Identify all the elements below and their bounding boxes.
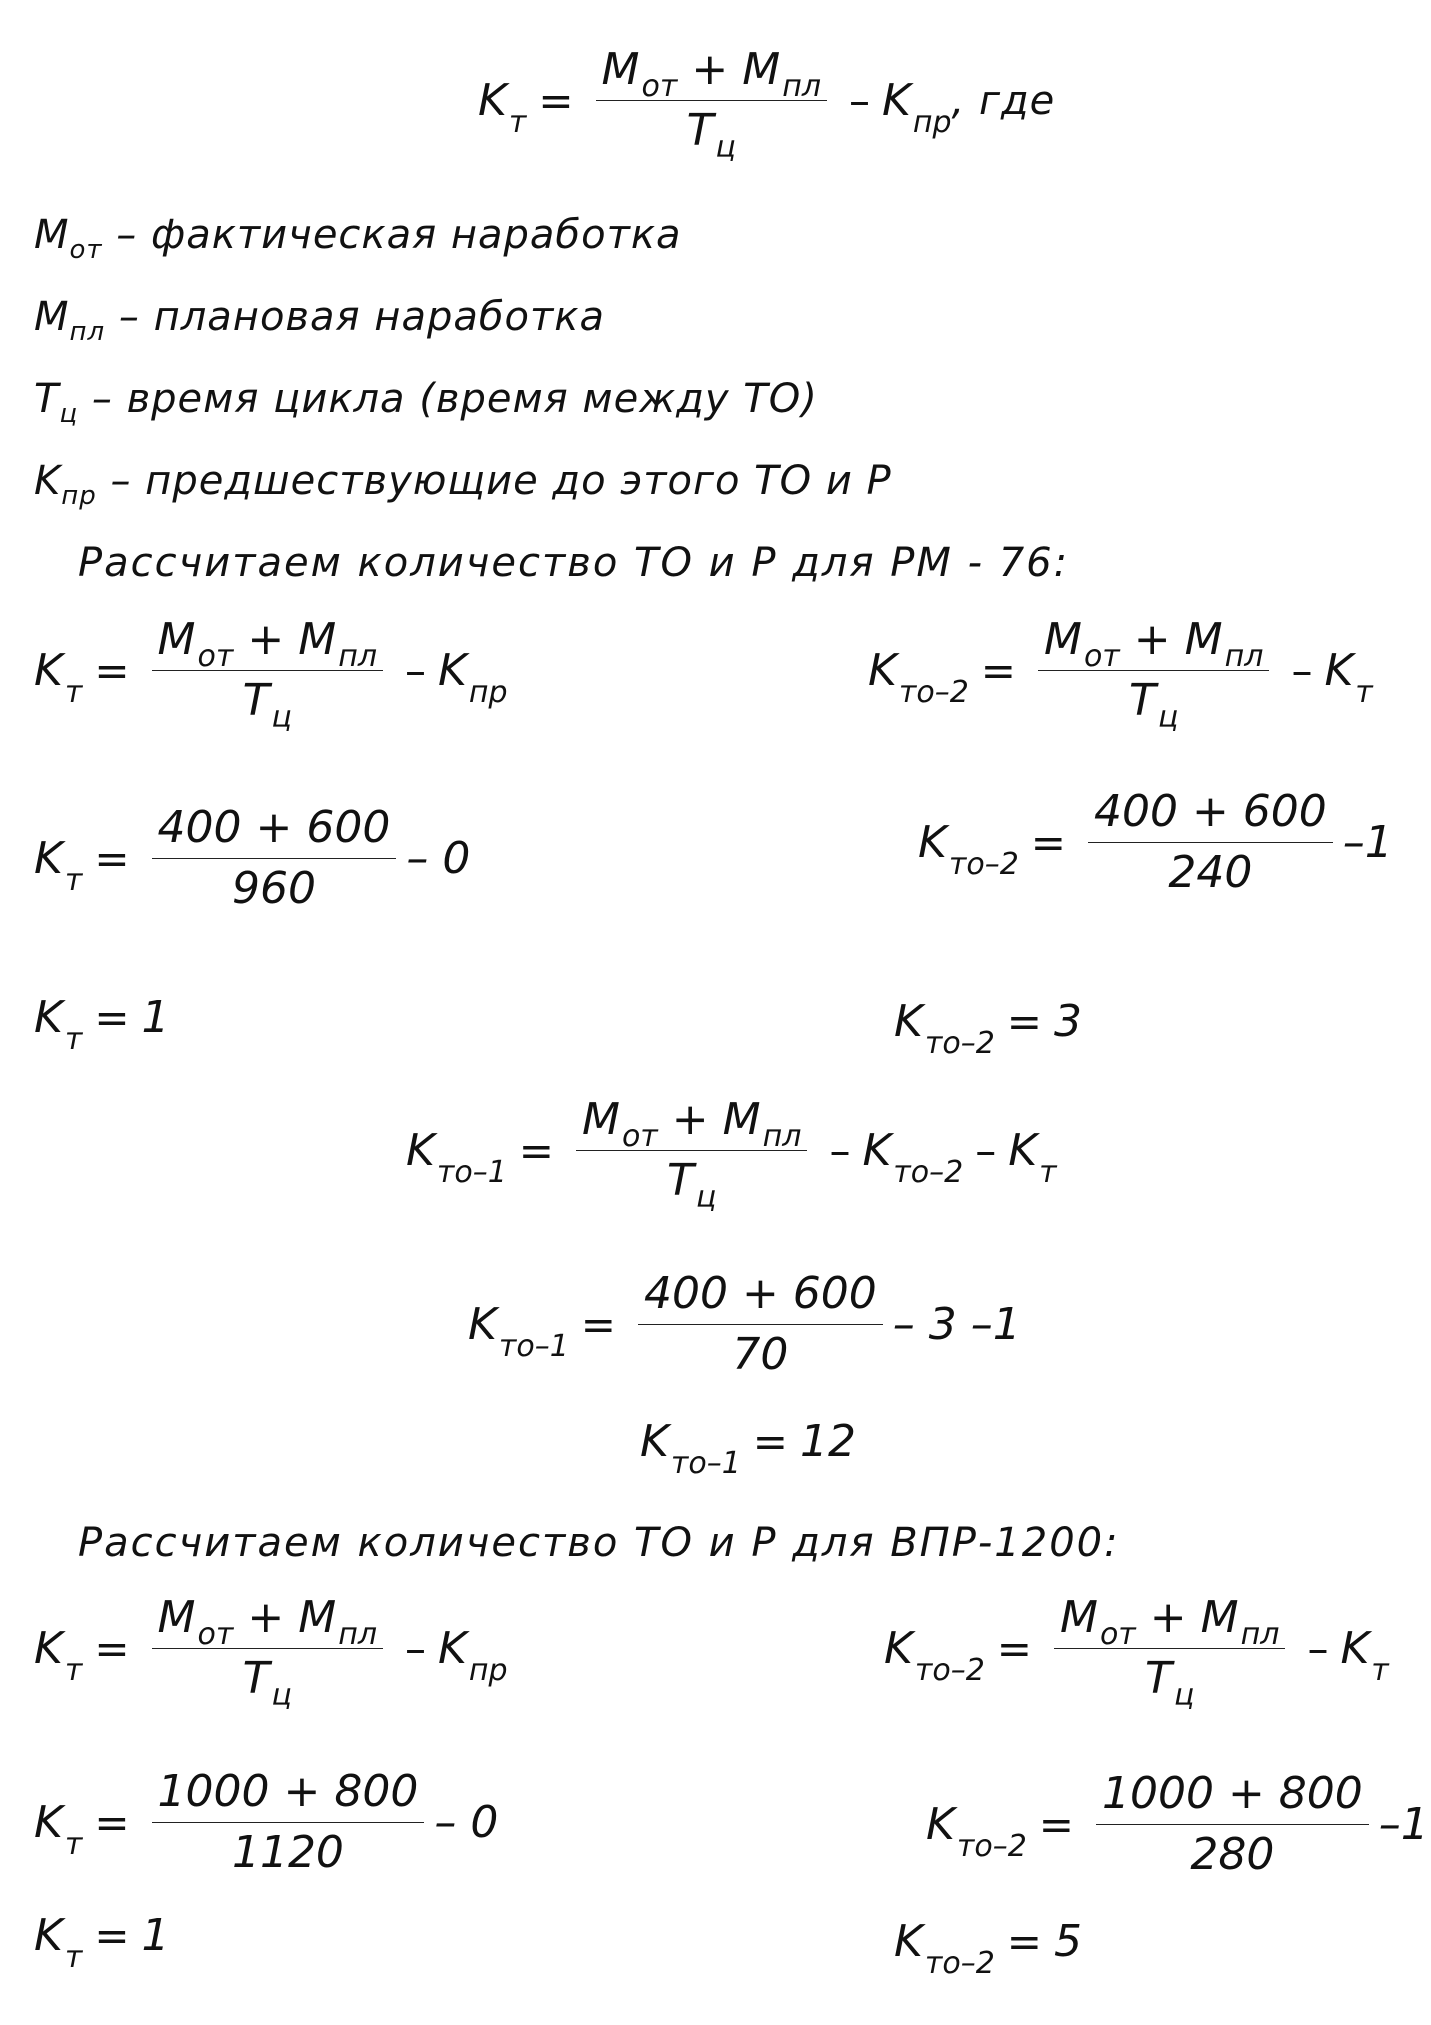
k-symbol: K: [34, 644, 63, 696]
k-symbol: K: [34, 832, 63, 884]
k-subscript: т: [1371, 1652, 1389, 1688]
definition-k-pr: [34, 458, 892, 511]
m-symbol: M: [1200, 1592, 1239, 1643]
plus-sign: +: [247, 614, 285, 665]
kto2-general-formula-2: [884, 1592, 1389, 1713]
equals-sign: =: [94, 645, 130, 695]
k-subscript: т: [64, 1022, 83, 1057]
k-symbol: K: [34, 1910, 63, 1961]
k-symbol: K: [438, 1622, 467, 1674]
definition-m-pl: [34, 294, 605, 347]
kt-general-formula-2: [34, 1592, 508, 1713]
equals-sign: =: [1038, 1799, 1074, 1849]
numerator: [1054, 1592, 1285, 1652]
where-word: , где: [951, 77, 1056, 124]
k-symbol: K: [918, 816, 947, 868]
minus-sign: –: [1307, 1623, 1329, 1673]
fraction: [576, 1094, 807, 1215]
m-subscript: пл: [762, 1119, 802, 1154]
t-subscript: ц: [271, 700, 292, 735]
k-subscript: т: [64, 1940, 83, 1975]
k-symbol: K: [468, 1298, 497, 1350]
symbol: M: [34, 212, 70, 258]
m-subscript: пл: [338, 639, 377, 674]
fraction: [638, 1268, 883, 1380]
minus-sign: –: [405, 645, 426, 695]
denominator: [661, 1151, 722, 1215]
definition-text: – плановая наработка: [118, 294, 605, 340]
equals-sign: =: [94, 1797, 130, 1847]
k-symbol: K: [406, 1124, 435, 1176]
symbol: M: [34, 294, 70, 340]
subtracted-term: –1: [1378, 1798, 1429, 1850]
result-value: 12: [799, 1416, 856, 1467]
kto2-calculation: [918, 786, 1393, 898]
symbol-subscript: ц: [59, 399, 79, 429]
k-subscript: т: [1355, 674, 1373, 710]
m-subscript: от: [197, 1617, 234, 1652]
numerator: [152, 614, 383, 674]
equals-sign: =: [94, 1623, 130, 1673]
fraction: [1096, 1768, 1369, 1880]
equals-sign: =: [580, 1299, 616, 1349]
minus-sign: –: [1291, 645, 1313, 695]
k-subscript: то–1: [670, 1446, 741, 1481]
denominator: [1123, 671, 1184, 735]
kto2-result-2: [894, 1916, 1082, 1981]
k-subscript: то–2: [924, 1026, 995, 1061]
kt-result-2: [34, 1910, 170, 1975]
minus-sign: –: [829, 1125, 851, 1175]
k-symbol: K: [894, 1916, 923, 1967]
k-subscript: то–1: [498, 1328, 569, 1364]
m-subscript: от: [197, 639, 234, 674]
k-symbol: K: [862, 1124, 892, 1176]
numerator: 400 + 600: [152, 806, 397, 859]
k-symbol: K: [868, 644, 897, 696]
symbol-subscript: пл: [69, 317, 106, 347]
k-subscript: то–2: [956, 1828, 1027, 1864]
k-symbol: K: [884, 1622, 913, 1674]
result-value: 1: [141, 992, 170, 1043]
numerator: [152, 1592, 383, 1652]
k-symbol: K: [882, 74, 911, 126]
m-subscript: от: [641, 69, 678, 104]
equals-sign: =: [980, 645, 1016, 695]
equals-sign: =: [1006, 1917, 1042, 1966]
m-symbol: M: [601, 44, 640, 95]
fraction: [596, 44, 827, 165]
numerator: [1038, 614, 1269, 674]
k-symbol: K: [34, 1622, 63, 1674]
k-subscript: пр: [468, 1652, 508, 1688]
kt-result: [34, 992, 170, 1057]
result-value: 1: [141, 1910, 170, 1961]
t-subscript: ц: [715, 130, 736, 165]
section-heading-vpr1200: Рассчитаем количество ТО и Р для ВПР-1200:: [78, 1520, 1120, 1566]
t-subscript: ц: [1173, 1678, 1195, 1713]
denominator: [237, 1649, 298, 1713]
fraction: [152, 1592, 383, 1713]
equals-sign: =: [94, 833, 130, 883]
kto1-calculation: [468, 1268, 1021, 1380]
m-subscript: пл: [1224, 639, 1264, 674]
denominator: [1139, 1649, 1200, 1713]
m-symbol: M: [1043, 614, 1082, 665]
t-symbol: T: [1129, 675, 1156, 726]
k-symbol: K: [1340, 1622, 1370, 1674]
denominator: 70: [732, 1329, 789, 1380]
numerator: [576, 1094, 807, 1154]
fraction: [152, 1766, 425, 1878]
minus-sign: –: [849, 75, 870, 125]
minus-sign: –: [405, 1623, 426, 1673]
symbol: T: [34, 376, 60, 422]
m-symbol: M: [157, 614, 196, 665]
subtracted-term: –1: [1342, 816, 1393, 868]
k-subscript: то–2: [948, 846, 1019, 882]
kt-calculation: [34, 802, 471, 914]
k-symbol: K: [1324, 644, 1354, 696]
numerator: 400 + 600: [638, 1272, 883, 1325]
m-subscript: от: [621, 1119, 658, 1154]
numerator: 1000 + 800: [152, 1770, 425, 1823]
m-symbol: M: [722, 1094, 761, 1145]
numerator: 400 + 600: [1088, 790, 1333, 843]
t-symbol: T: [667, 1155, 694, 1206]
m-symbol: M: [1059, 1592, 1098, 1643]
k-subscript: то–2: [893, 1154, 964, 1190]
kt-calculation-2: [34, 1766, 499, 1878]
k-subscript: пр: [468, 674, 508, 710]
symbol: K: [34, 458, 62, 504]
denominator: 240: [1168, 847, 1253, 898]
plus-sign: +: [691, 44, 729, 95]
k-symbol: K: [894, 996, 923, 1047]
m-subscript: пл: [338, 1617, 377, 1652]
k-symbol: K: [478, 74, 507, 126]
fraction: [1054, 1592, 1285, 1713]
m-symbol: M: [298, 614, 337, 665]
section-heading-rm76: Рассчитаем количество ТО и Р для РМ - 76:: [78, 540, 1070, 586]
fraction: [1088, 786, 1333, 898]
t-symbol: T: [242, 1653, 270, 1704]
numerator: 1000 + 800: [1096, 1772, 1369, 1825]
t-symbol: T: [1145, 1653, 1172, 1704]
k-subscript: т: [1039, 1154, 1057, 1190]
equals-sign: =: [94, 993, 130, 1042]
numerator: [596, 44, 827, 104]
minus-sign: –: [975, 1125, 997, 1175]
m-subscript: от: [1099, 1617, 1136, 1652]
equals-sign: =: [752, 1417, 788, 1466]
kt-general-formula: [34, 614, 508, 735]
t-subscript: ц: [695, 1180, 717, 1215]
m-subscript: пл: [1240, 1617, 1280, 1652]
k-subscript: то–2: [914, 1652, 985, 1688]
symbol-subscript: от: [69, 235, 103, 265]
t-symbol: T: [242, 675, 270, 726]
result-value: 3: [1053, 996, 1082, 1047]
equals-sign: =: [518, 1125, 554, 1175]
k-subscript: т: [64, 1652, 83, 1688]
k-symbol: K: [1008, 1124, 1038, 1176]
subtracted-term: – 0: [406, 832, 471, 884]
fraction: [152, 614, 383, 735]
k-symbol: K: [34, 992, 63, 1043]
denominator: 1120: [231, 1827, 344, 1878]
equals-sign: =: [1006, 997, 1042, 1046]
t-symbol: T: [686, 105, 714, 156]
kto1-result: [640, 1416, 856, 1481]
k-subscript: то–1: [436, 1154, 507, 1190]
equals-sign: =: [538, 75, 574, 125]
plus-sign: +: [1133, 614, 1171, 665]
fraction: [152, 802, 397, 914]
definition-text: – фактическая наработка: [116, 212, 682, 258]
k-subscript: то–2: [898, 674, 969, 710]
m-symbol: M: [742, 44, 781, 95]
subtracted-terms: – 3 –1: [892, 1298, 1021, 1350]
m-subscript: от: [1083, 639, 1120, 674]
denominator: [681, 101, 742, 165]
definition-m-ot: [34, 212, 682, 265]
plus-sign: +: [1149, 1592, 1187, 1643]
m-symbol: M: [298, 1592, 337, 1643]
symbol-subscript: пр: [61, 481, 97, 511]
k-symbol: K: [640, 1416, 669, 1467]
m-subscript: пл: [782, 69, 821, 104]
plus-sign: +: [247, 1592, 285, 1643]
t-subscript: ц: [271, 1678, 292, 1713]
k-symbol: K: [34, 1796, 63, 1848]
m-symbol: M: [581, 1094, 620, 1145]
denominator: 960: [231, 863, 316, 914]
m-symbol: M: [1184, 614, 1223, 665]
k-subscript: пр: [912, 104, 952, 140]
k-subscript: т: [64, 1826, 83, 1862]
k-symbol: K: [926, 1798, 955, 1850]
denominator: [237, 671, 298, 735]
k-subscript: т: [64, 674, 83, 710]
result-value: 5: [1053, 1916, 1082, 1967]
k-symbol: K: [438, 644, 467, 696]
main-formula: [478, 44, 1056, 165]
equals-sign: =: [996, 1623, 1032, 1673]
equals-sign: =: [1030, 817, 1066, 867]
kto2-result: [894, 996, 1082, 1061]
definition-t-ts: [34, 376, 818, 429]
denominator: 280: [1190, 1829, 1275, 1880]
definition-text: – время цикла (время между ТО): [91, 376, 818, 422]
k-subscript: т: [64, 862, 83, 898]
definition-text: – предшествующие до этого ТО и Р: [110, 458, 892, 504]
equals-sign: =: [94, 1911, 130, 1960]
plus-sign: +: [671, 1094, 709, 1145]
t-subscript: ц: [1157, 700, 1179, 735]
k-subscript: т: [508, 104, 527, 140]
m-symbol: M: [157, 1592, 196, 1643]
subtracted-term: – 0: [434, 1796, 499, 1848]
k-subscript: то–2: [924, 1946, 995, 1981]
kto2-general-formula: [868, 614, 1373, 735]
kto1-general-formula: [406, 1094, 1057, 1215]
fraction: [1038, 614, 1269, 735]
kto2-calculation-2: [926, 1768, 1429, 1880]
